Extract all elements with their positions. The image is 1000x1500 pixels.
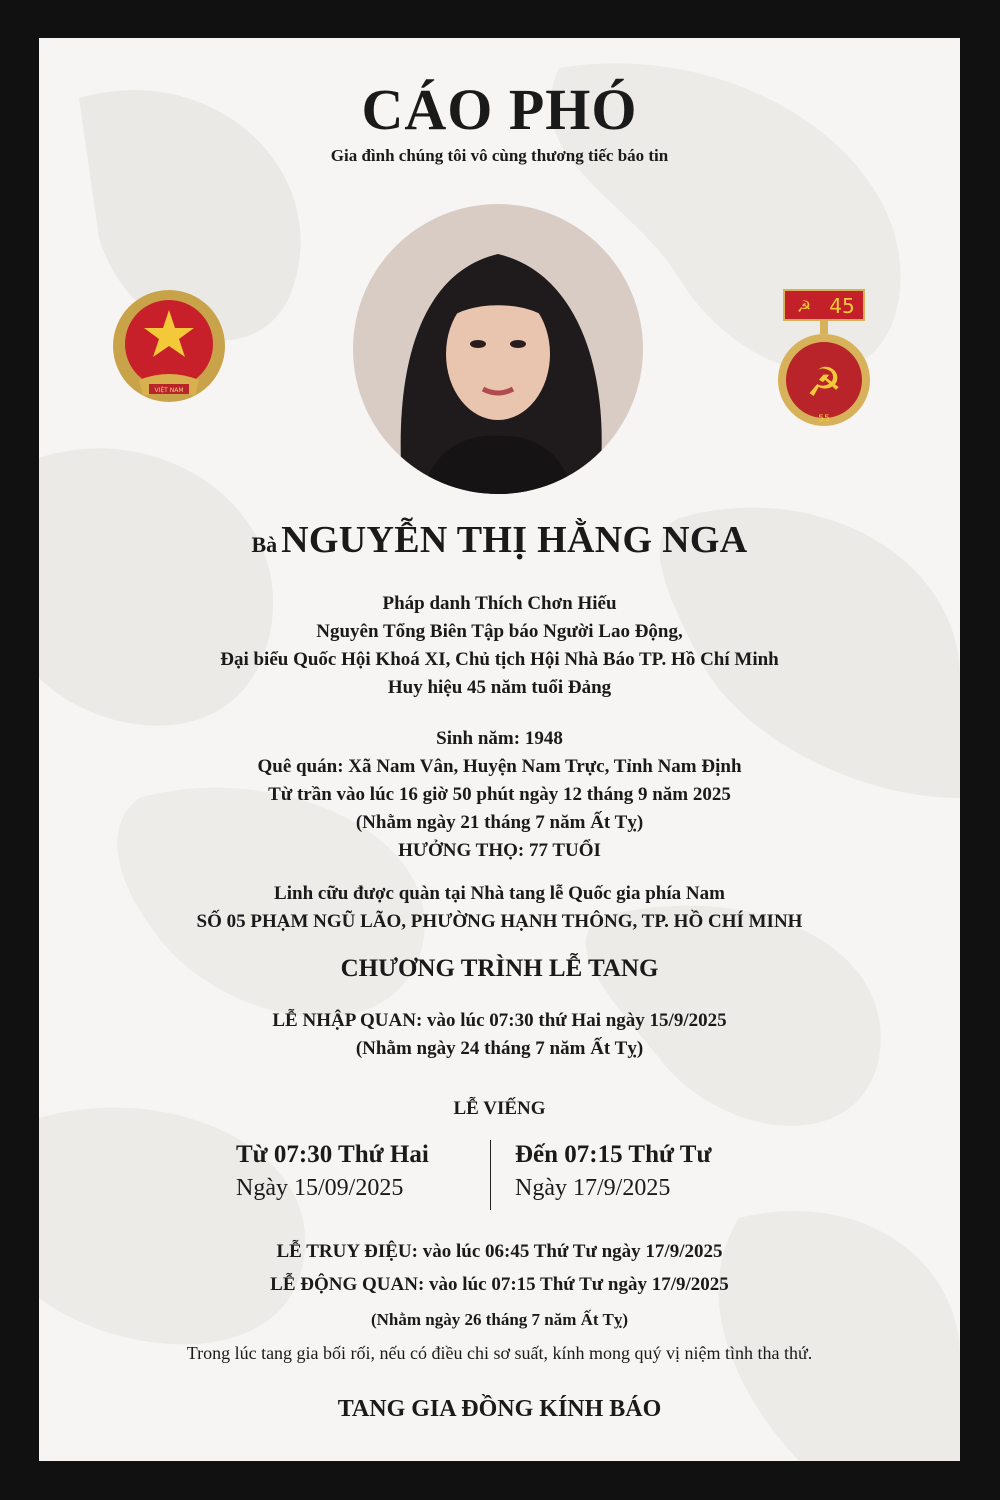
bio-line: Nguyên Tổng Biên Tập báo Người Lao Động, (316, 621, 683, 642)
procession-label: LỄ ĐỘNG QUAN: (270, 1274, 425, 1295)
honorific: Bà (251, 532, 278, 557)
page-title: CÁO PHÓ (361, 77, 638, 142)
death-lunar-date: (Nhằm ngày 21 tháng 7 năm Ất Tỵ) (355, 812, 644, 833)
procession-lunar: (Nhằm ngày 26 tháng 7 năm Ất Tỵ) (370, 1310, 629, 1329)
procession-text: vào lúc 07:15 Thứ Tư ngày 17/9/2025 (429, 1274, 729, 1295)
viewing-to-date: Ngày 17/9/2025 (515, 1175, 671, 1201)
memorial-text: vào lúc 06:45 Thứ Tư ngày 17/9/2025 (422, 1241, 723, 1262)
svg-text:☭: ☭ (796, 297, 812, 316)
obituary-card (39, 38, 960, 1461)
viewing-to-time: Đến 07:15 Thứ Tư (515, 1141, 712, 1168)
bio-line: Huy hiệu 45 năm tuổi Đảng (387, 677, 612, 698)
birth-year: Sinh năm: 1948 (436, 728, 563, 749)
vietnam-national-emblem-icon (109, 288, 229, 408)
viewing-from-time: Từ 07:30 Thứ Hai (236, 1141, 429, 1168)
closing-note: Trong lúc tang gia bối rối, nếu có điều chi sơ suất, kính mong quý vị niệm tình tha thứ. (186, 1343, 813, 1363)
hometown: Quê quán: Xã Nam Vân, Huyện Nam Trực, Tỉnh Nam Định (257, 756, 742, 777)
emblem-text: VIỆT NAM (154, 387, 184, 394)
portrait-photo (353, 204, 643, 494)
memorial-label: LỄ TRUY ĐIỆU: (276, 1241, 418, 1262)
badge-bottom-number: 55 (818, 414, 830, 424)
viewing-divider (490, 1140, 491, 1210)
badge-top-number: 45 (829, 294, 855, 318)
location-line: Linh cữu được quàn tại Nhà tang lễ Quốc gia phía Nam (274, 883, 725, 904)
age: HƯỞNG THỌ: 77 TUỔI (398, 840, 601, 861)
viewing-from-date: Ngày 15/09/2025 (236, 1175, 404, 1201)
viewing-to (515, 1138, 711, 1204)
procession-line (39, 1274, 960, 1296)
signature: TANG GIA ĐỒNG KÍNH BÁO (337, 1396, 662, 1422)
encoffin-text: vào lúc 07:30 thứ Hai ngày 15/9/2025 (427, 1010, 727, 1031)
program-title: CHƯƠNG TRÌNH LỄ TANG (340, 955, 659, 982)
bio-line: Đại biểu Quốc Hội Khoá XI, Chủ tịch Hội Nhà Báo TP. Hồ Chí Minh (220, 649, 779, 670)
svg-text:☭: ☭ (806, 360, 842, 406)
subtitle: Gia đình chúng tôi vô cùng thương tiếc báo tin (330, 146, 669, 165)
bio-line: Pháp danh Thích Chơn Hiếu (382, 593, 617, 614)
location-address: SỐ 05 PHẠM NGŨ LÃO, PHƯỜNG HẠNH THÔNG, TP. HỒ CHÍ MINH (196, 911, 803, 932)
full-name: NGUYỄN THỊ HẰNG NGA (281, 519, 748, 561)
encoffin-line (39, 1010, 960, 1032)
party-45-year-badge-icon (774, 288, 874, 428)
deceased-name (39, 518, 960, 562)
viewing-from (236, 1138, 429, 1204)
viewing-label: LỄ VIẾNG (453, 1098, 546, 1119)
memorial-line (39, 1241, 960, 1263)
encoffin-label: LỄ NHẬP QUAN: (272, 1010, 423, 1031)
encoffin-lunar: (Nhằm ngày 24 tháng 7 năm Ất Tỵ) (355, 1038, 644, 1059)
viewing-schedule (39, 1138, 960, 1218)
death-time: Từ trần vào lúc 16 giờ 50 phút ngày 12 tháng 9 năm 2025 (268, 784, 731, 805)
